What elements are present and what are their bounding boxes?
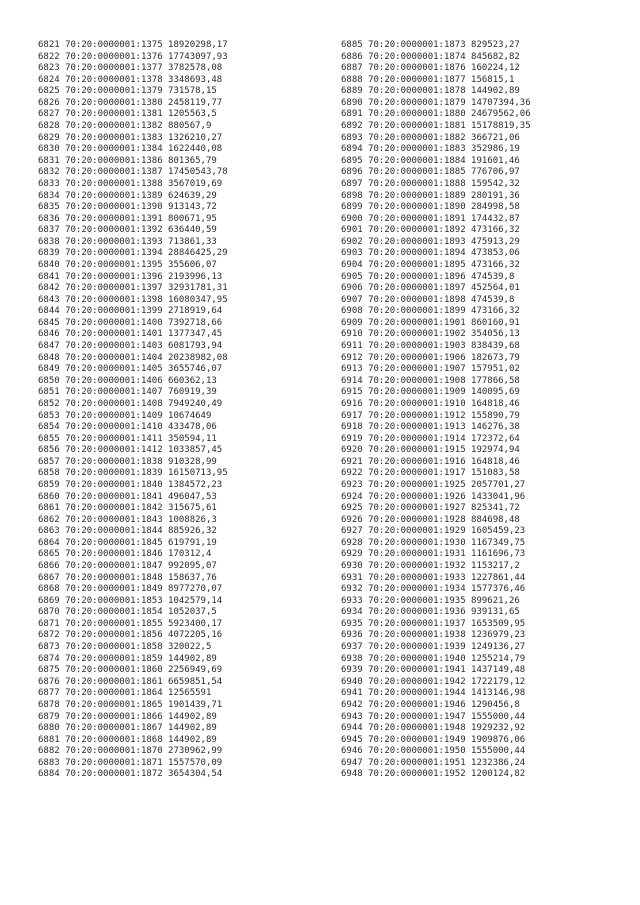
table-row: 6866 70:20:0000001:1847 992095,07	[38, 561, 217, 572]
left-column	[38, 40, 308, 781]
table-row: 6945 70:20:0000001:1949 1909876,06	[341, 734, 526, 745]
table-row: 6867 70:20:0000001:1848 158637,76	[38, 572, 217, 583]
table-row: 6879 70:20:0000001:1866 144902,89	[38, 711, 217, 722]
table-row: 6940 70:20:0000001:1942 1722179,12	[341, 676, 526, 687]
table-row: 6868 70:20:0000001:1849 8977270,07	[38, 584, 223, 595]
table-row: 6862 70:20:0000001:1843 1008826,3	[38, 514, 217, 525]
table-row: 6853 70:20:0000001:1409 10674649	[38, 410, 212, 421]
table-row: 6851 70:20:0000001:1407 760919,39	[38, 387, 217, 398]
table-row: 6888 70:20:0000001:1877 156815,1	[341, 74, 515, 85]
right-column	[341, 40, 611, 781]
table-row: 6831 70:20:0000001:1386 801365,79	[38, 155, 217, 166]
table-row: 6892 70:20:0000001:1881 15178819,35	[341, 121, 531, 132]
table-row: 6858 70:20:0000001:1839 16150713,95	[38, 468, 228, 479]
table-row: 6828 70:20:0000001:1382 880567,9	[38, 121, 212, 132]
table-row: 6887 70:20:0000001:1876 160224,12	[341, 63, 520, 74]
table-row: 6899 70:20:0000001:1890 284998,58	[341, 202, 520, 213]
table-row: 6902 70:20:0000001:1893 475913,29	[341, 236, 520, 247]
table-row: 6944 70:20:0000001:1948 1929232,92	[341, 723, 526, 734]
table-row: 6874 70:20:0000001:1859 144902,89	[38, 653, 217, 664]
table-row: 6943 70:20:0000001:1947 1555000,44	[341, 711, 526, 722]
table-row: 6926 70:20:0000001:1928 884698,48	[341, 514, 520, 525]
table-row: 6875 70:20:0000001:1860 2256949,69	[38, 665, 223, 676]
table-row: 6827 70:20:0000001:1381 1205563,5	[38, 109, 217, 120]
table-row: 6933 70:20:0000001:1935 899621,26	[341, 595, 520, 606]
table-row: 6914 70:20:0000001:1908 177866,58	[341, 375, 520, 386]
table-row: 6880 70:20:0000001:1867 144902,89	[38, 723, 217, 734]
table-row: 6878 70:20:0000001:1865 1901439,71	[38, 699, 223, 710]
table-row: 6911 70:20:0000001:1903 838439,68	[341, 341, 520, 352]
table-row: 6916 70:20:0000001:1910 164818,46	[341, 398, 520, 409]
table-row: 6942 70:20:0000001:1946 1290456,8	[341, 699, 520, 710]
table-row: 6850 70:20:0000001:1406 660362,13	[38, 375, 217, 386]
table-row: 6912 70:20:0000001:1906 182673,79	[341, 352, 520, 363]
table-row: 6865 70:20:0000001:1846 170312,4	[38, 549, 212, 560]
table-row: 6918 70:20:0000001:1913 146276,38	[341, 422, 520, 433]
table-row: 6864 70:20:0000001:1845 619791,19	[38, 537, 217, 548]
table-row: 6845 70:20:0000001:1400 7392718,66	[38, 317, 223, 328]
table-row: 6913 70:20:0000001:1907 157951,02	[341, 364, 520, 375]
table-row: 6833 70:20:0000001:1388 3567019,69	[38, 178, 223, 189]
table-row: 6927 70:20:0000001:1929 1605459,23	[341, 526, 526, 537]
table-row: 6915 70:20:0000001:1909 140095,69	[341, 387, 520, 398]
table-row: 6919 70:20:0000001:1914 172372,64	[341, 433, 520, 444]
table-row: 6923 70:20:0000001:1925 2057701,27	[341, 479, 526, 490]
table-row: 6873 70:20:0000001:1858 320022,5	[38, 642, 212, 653]
table-row: 6872 70:20:0000001:1856 4072205,16	[38, 630, 223, 641]
table-row: 6876 70:20:0000001:1861 6659851,54	[38, 676, 223, 687]
table-row: 6821 70:20:0000001:1375 18920298,17	[38, 40, 228, 50]
table-row: 6939 70:20:0000001:1941 1437149,48	[341, 665, 526, 676]
table-row: 6894 70:20:0000001:1883 352986,19	[341, 144, 520, 155]
table-row: 6929 70:20:0000001:1931 1161696,73	[341, 549, 526, 560]
table-row: 6891 70:20:0000001:1880 24679562,06	[341, 109, 531, 120]
table-row: 6830 70:20:0000001:1384 1622440,08	[38, 144, 223, 155]
table-row: 6870 70:20:0000001:1854 1052037,5	[38, 607, 217, 618]
table-row: 6930 70:20:0000001:1932 1153217,2	[341, 561, 520, 572]
table-row: 6857 70:20:0000001:1838 910328,99	[38, 456, 217, 467]
table-row: 6882 70:20:0000001:1870 2730962,99	[38, 746, 223, 757]
table-row: 6840 70:20:0000001:1395 355606,07	[38, 259, 217, 270]
table-row: 6871 70:20:0000001:1855 5923400,17	[38, 618, 223, 629]
table-row: 6881 70:20:0000001:1868 144902,89	[38, 734, 217, 745]
table-row: 6826 70:20:0000001:1380 2458119,77	[38, 97, 223, 108]
table-row: 6841 70:20:0000001:1396 2193996,13	[38, 271, 223, 282]
table-row: 6934 70:20:0000001:1936 939131,65	[341, 607, 520, 618]
table-row: 6896 70:20:0000001:1885 776706,97	[341, 167, 520, 178]
table-row: 6905 70:20:0000001:1896 474539,8	[341, 271, 515, 282]
table-row: 6893 70:20:0000001:1882 366721,06	[341, 132, 520, 143]
table-row: 6842 70:20:0000001:1397 32931781,31	[38, 283, 228, 294]
table-row: 6920 70:20:0000001:1915 192974,94	[341, 445, 520, 456]
table-row: 6925 70:20:0000001:1927 825341,72	[341, 503, 520, 514]
table-row: 6897 70:20:0000001:1888 159542,32	[341, 178, 520, 189]
table-row: 6856 70:20:0000001:1412 1033857,45	[38, 445, 223, 456]
table-row: 6922 70:20:0000001:1917 151083,58	[341, 468, 520, 479]
table-row: 6832 70:20:0000001:1387 17450543,78	[38, 167, 228, 178]
table-row: 6947 70:20:0000001:1951 1232386,24	[341, 757, 526, 768]
table-row: 6846 70:20:0000001:1401 1377347,45	[38, 329, 223, 340]
table-row: 6869 70:20:0000001:1853 1042579,14	[38, 595, 223, 606]
table-row: 6877 70:20:0000001:1864 12565591	[38, 688, 212, 699]
table-row: 6898 70:20:0000001:1889 280191,36	[341, 190, 520, 201]
table-row: 6847 70:20:0000001:1403 6081793,94	[38, 341, 223, 352]
table-row: 6855 70:20:0000001:1411 350594,11	[38, 433, 217, 444]
table-row: 6854 70:20:0000001:1410 433478,06	[38, 422, 217, 433]
table-row: 6931 70:20:0000001:1933 1227861,44	[341, 572, 526, 583]
table-row: 6941 70:20:0000001:1944 1413146,98	[341, 688, 526, 699]
table-row: 6889 70:20:0000001:1878 144902,89	[341, 86, 520, 97]
table-row: 6838 70:20:0000001:1393 713861,33	[38, 236, 217, 247]
table-row: 6852 70:20:0000001:1408 7949240,49	[38, 398, 223, 409]
table-row: 6910 70:20:0000001:1902 354056,13	[341, 329, 520, 340]
table-row: 6946 70:20:0000001:1950 1555000,44	[341, 746, 526, 757]
table-row: 6837 70:20:0000001:1392 636440,59	[38, 225, 217, 236]
table-row: 6907 70:20:0000001:1898 474539,8	[341, 294, 515, 305]
table-row: 6843 70:20:0000001:1398 16080347,95	[38, 294, 228, 305]
table-row: 6836 70:20:0000001:1391 800671,95	[38, 213, 217, 224]
table-row: 6935 70:20:0000001:1937 1653509,95	[341, 618, 526, 629]
table-row: 6825 70:20:0000001:1379 731578,15	[38, 86, 217, 97]
table-row: 6900 70:20:0000001:1891 174432,87	[341, 213, 520, 224]
table-row: 6936 70:20:0000001:1938 1236979,23	[341, 630, 526, 641]
table-row: 6924 70:20:0000001:1926 1433041,96	[341, 491, 526, 502]
table-row: 6829 70:20:0000001:1383 1326210,27	[38, 132, 223, 143]
table-row: 6895 70:20:0000001:1884 191601,46	[341, 155, 520, 166]
table-row: 6908 70:20:0000001:1899 473166,32	[341, 306, 520, 317]
table-row: 6861 70:20:0000001:1842 315675,61	[38, 503, 217, 514]
table-row: 6937 70:20:0000001:1939 1249136,27	[341, 642, 526, 653]
table-row: 6822 70:20:0000001:1376 17743097,93	[38, 51, 228, 62]
table-row: 6860 70:20:0000001:1841 496047,53	[38, 491, 217, 502]
table-row: 6917 70:20:0000001:1912 155890,79	[341, 410, 520, 421]
table-row: 6834 70:20:0000001:1389 624639,29	[38, 190, 217, 201]
table-row: 6906 70:20:0000001:1897 452564,01	[341, 283, 520, 294]
table-row: 6928 70:20:0000001:1930 1167349,75	[341, 537, 526, 548]
table-row: 6901 70:20:0000001:1892 473166,32	[341, 225, 520, 236]
table-row: 6909 70:20:0000001:1901 860160,91	[341, 317, 520, 328]
table-row: 6885 70:20:0000001:1873 829523,27	[341, 40, 520, 50]
table-row: 6938 70:20:0000001:1940 1255214,79	[341, 653, 526, 664]
table-row: 6932 70:20:0000001:1934 1577376,46	[341, 584, 526, 595]
table-row: 6921 70:20:0000001:1916 164818,46	[341, 456, 520, 467]
table-row: 6903 70:20:0000001:1894 473853,06	[341, 248, 520, 259]
table-row: 6948 70:20:0000001:1952 1200124,82	[341, 769, 526, 780]
table-row: 6848 70:20:0000001:1404 20238982,08	[38, 352, 228, 363]
table-row: 6844 70:20:0000001:1399 2718919,64	[38, 306, 223, 317]
table-row: 6883 70:20:0000001:1871 1557570,09	[38, 757, 223, 768]
table-row: 6824 70:20:0000001:1378 3348693,48	[38, 74, 223, 85]
table-row: 6849 70:20:0000001:1405 3655746,07	[38, 364, 223, 375]
table-row: 6884 70:20:0000001:1872 3654304,54	[38, 769, 223, 780]
table-row: 6863 70:20:0000001:1844 885926,32	[38, 526, 217, 537]
table-row: 6890 70:20:0000001:1879 14707394,36	[341, 97, 531, 108]
table-row: 6904 70:20:0000001:1895 473166,32	[341, 259, 520, 270]
table-row: 6835 70:20:0000001:1390 913143,72	[38, 202, 217, 213]
table-row: 6839 70:20:0000001:1394 28846425,29	[38, 248, 228, 259]
table-row: 6859 70:20:0000001:1840 1384572,23	[38, 479, 223, 490]
table-row: 6823 70:20:0000001:1377 3782578,08	[38, 63, 223, 74]
table-row: 6886 70:20:0000001:1874 845682,82	[341, 51, 520, 62]
